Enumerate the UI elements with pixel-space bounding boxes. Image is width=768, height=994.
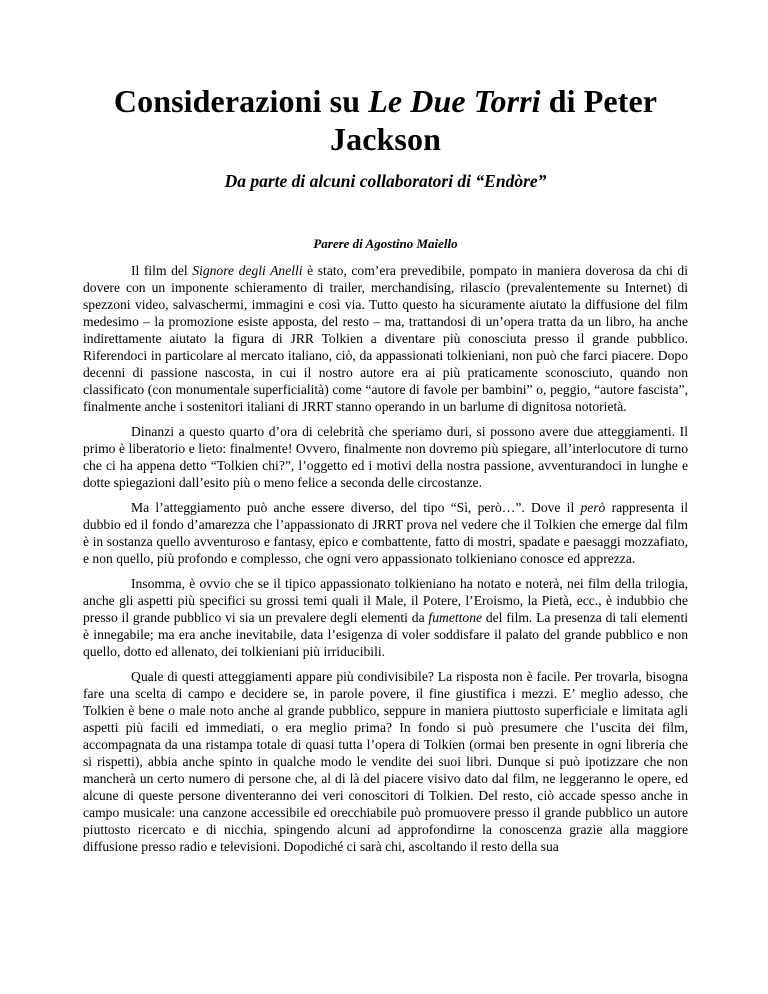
- title-film-name: Le Due Torri: [368, 83, 541, 119]
- paragraph-4-part-c: del film. La presenza di tali elementi è innegabile; ma era anche inevitabile, data l’esigenza di voler soddisfare il palato del grande pubblico e non quello, dotto ed allenato, dei tolkieniani più irriducibili.: [83, 610, 688, 659]
- title-suffix: di Peter Jackson: [330, 83, 658, 157]
- paragraph-1-part-a: Il film del: [131, 263, 193, 278]
- document-subtitle: Da parte di alcuni collaboratori di “Endòre”: [224, 171, 547, 191]
- document-title: [83, 82, 688, 158]
- paragraph-5: Quale di questi atteggiamenti appare più condivisibile? La risposta non è facile. Per trovarla, bisogna fare una scelta di campo e decidere se, in parole povere, il fine giustifica i mezzi. E’ meglio adesso, che Tolkien è bene o male noto anche al grande pubblico, seppure in maniera piuttosto superficiale e limitata agli aspetti più facili ed immediati, o era meglio prima? In fondo si può presumere che l’uscita dei film, accompagnata da una ristampa totale di quasi tutta l’opera di Tolkien (ormai ben presente in ogni libreria che si rispetti), abbia anche spinto in qualche modo le vendite dei suoi libri. Dunque si può ipotizzare che non mancherà un certo numero di persone che, al di là del piacere visivo dato dal film, ne leggeranno le opere, ed alcune di queste persone diventeranno dei veri conoscitori di Tolkien. Del resto, ciò accade spesso anche in campo musicale: una canzone accessibile ed orecchiabile può promuovere presso il grande pubblico un autore piuttosto ricercato e di nicchia, spingendo alcuni ad approfondirne la conoscenza grazie alla maggiore diffusione presso radio e televisioni. Dopodiché ci sarà chi, ascoltando il resto della sua: [83, 669, 688, 854]
- paragraph-2: Dinanzi a questo quarto d’ora di celebrità che speriamo duri, si possono avere due atteggiamenti. Il primo è liberatorio e lieto: finalmente! Ovvero, finalmente non dovremo più spiegare, all’interlocutore di turno che ci ha appena detto “Tolkien chi?”, l’oggetto ed i motivi della nostra passione, avventurandoci in lunghe e dotte spiegazioni dall’esito più o meno felice a seconda delle circostanze.: [83, 424, 688, 490]
- paragraph-3: [83, 499, 688, 567]
- paragraph-3-italic: però: [580, 500, 606, 515]
- paragraph-4-part-a: Insomma, è ovvio che se il tipico appassionato tolkieniano ha notato e noterà, nei film della trilogia, anche gli aspetti più specifici su grossi temi quali il Male, il Potere, l’Eroismo, la Pietà, ecc., è indubbio che presso il grande pubblico vi sia un prevalere degli elementi da: [83, 576, 688, 625]
- paragraph-4-italic: fumettone: [428, 610, 483, 625]
- paragraph-3-part-c: rappresenta il dubbio ed il fondo d’amarezza che l’appassionato di JRRT prova nel vedere che il Tolkien che emerge dal film è in sostanza quello avventuroso e fantasy, epico e combattente, fatto di mostri, spadate e paesaggi mozzafiato, e non quello, più profondo e complesso, che ogni vero appassionato tolkieniano conosce ed apprezza.: [83, 500, 688, 566]
- title-prefix: Considerazioni su: [113, 83, 369, 119]
- section-heading: Parere di Agostino Maiello: [313, 236, 458, 251]
- paragraph-1-italic: Signore degli Anelli: [192, 263, 303, 278]
- paragraph-1-part-c: è stato, com’era prevedibile, pompato in maniera doverosa da chi di dovere con un imponente schieramento di trailer, merchandising, rilascio (prevalentemente su Internet) di spezzoni video, salvaschermi, immagini e così via. Tutto questo ha sicuramente aiutato la diffusione del film medesimo – la promozione esiste apposta, del resto – ma, trattandosi di un’opera tratta da un libro, ha anche indirettamente aiutato la figura di JRR Tolkien a diventare più conosciuta presso il grande pubblico. Riferendoci in particolare al mercato italiano, ciò, da appassionati tolkieniani, non può che farci piacere. Dopo decenni di passione nascosta, in cui il nostro autore era ai più praticamente sconosciuto, quando non classificato (con monumentale superficialità) come “autore di favole per bambini” o, peggio, “autore fascista”, finalmente anche i sostenitori italiani di JRRT stanno operando in un barlume di dignitosa notorietà.: [83, 263, 689, 414]
- paragraph-4: [83, 575, 688, 660]
- paragraph-1: [83, 262, 688, 415]
- paragraph-3-part-a: Ma l’atteggiamento può anche essere diverso, del tipo “Sì, però…”. Dove il: [131, 500, 581, 515]
